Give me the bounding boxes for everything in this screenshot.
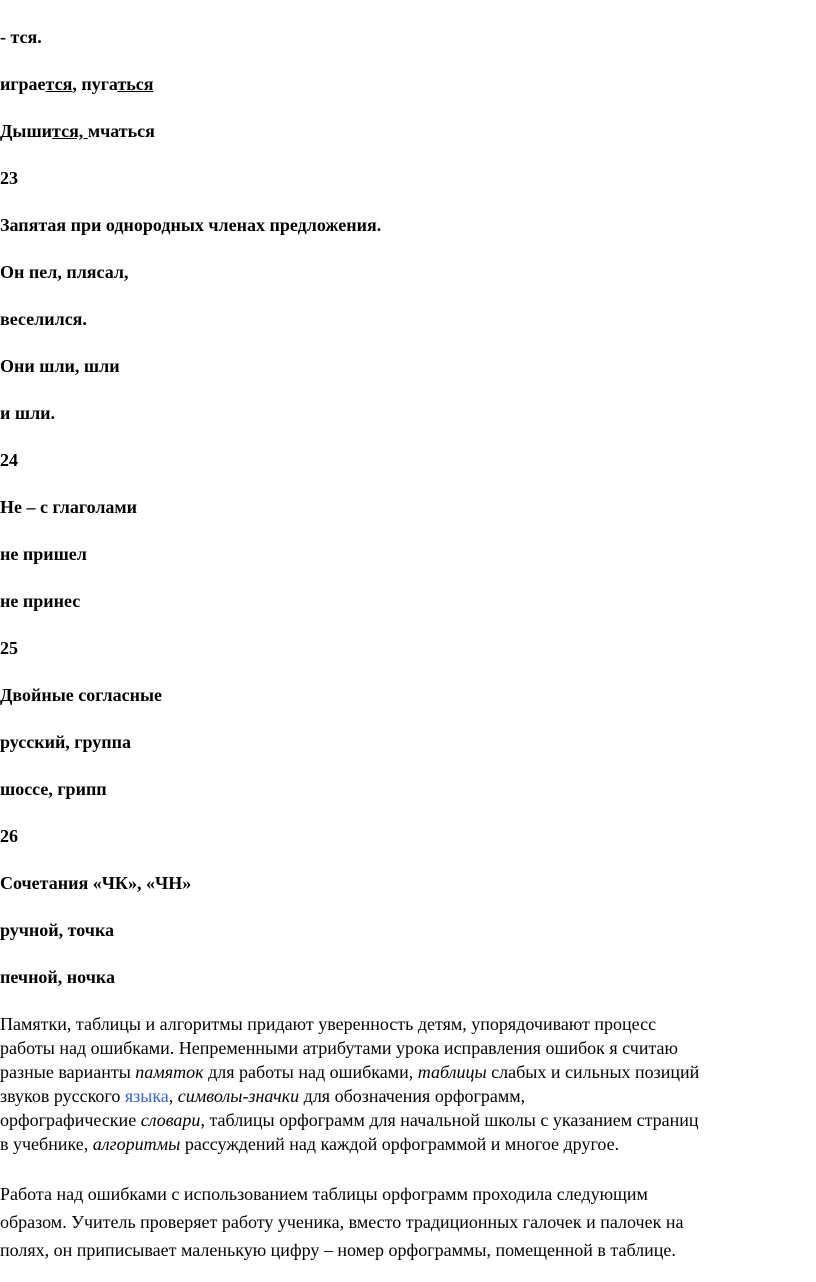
text: звуков русского bbox=[0, 1086, 125, 1106]
underlined-suffix: тся, bbox=[52, 121, 88, 141]
italic-term: памяток bbox=[135, 1062, 204, 1082]
text: для обозначения орфограмм, bbox=[299, 1086, 526, 1106]
example-25-2: шоссе, грипп bbox=[0, 779, 107, 799]
paragraph-tools bbox=[0, 1012, 816, 1156]
text: орфографические bbox=[0, 1110, 141, 1130]
text: , bbox=[168, 1086, 178, 1106]
example-25-1: русский, группа bbox=[0, 732, 132, 752]
example-26-2: печной, ночка bbox=[0, 967, 115, 987]
paragraph-line bbox=[0, 1132, 816, 1156]
language-link[interactable]: языка bbox=[124, 1086, 169, 1106]
text: играе bbox=[0, 74, 46, 94]
paragraph-line: работы над ошибками. Непременными атрибутами урока исправления ошибок я считаю bbox=[0, 1038, 678, 1058]
text: для работы над ошибками, bbox=[203, 1062, 418, 1082]
paragraph-line bbox=[0, 1060, 816, 1084]
italic-term: символы-значки bbox=[177, 1086, 300, 1106]
example-24-2: не принес bbox=[0, 591, 81, 611]
example-26-1: ручной, точка bbox=[0, 920, 115, 940]
text: , пуга bbox=[72, 74, 118, 94]
rule-26: Сочетания «ЧК», «ЧН» bbox=[0, 873, 192, 893]
text: рассуждений над каждой орфограммой и многое другое. bbox=[180, 1134, 620, 1154]
paragraph-line: полях, он приписывает маленькую цифру – номер орфограммы, помещенной в таблице. bbox=[0, 1240, 676, 1260]
text: , таблицы орфограмм для начальной школы с указанием страниц bbox=[200, 1110, 699, 1130]
example-23-3: Они шли, шли bbox=[0, 356, 120, 376]
rule-25: Двойные согласные bbox=[0, 685, 163, 705]
paragraph-line bbox=[0, 1084, 816, 1108]
italic-term: словари bbox=[140, 1110, 201, 1130]
example-24-1: не пришел bbox=[0, 544, 87, 564]
paragraph-line: Работа над ошибками с использованием таблицы орфограмм проходила следующим bbox=[0, 1184, 648, 1204]
text: мчаться bbox=[87, 121, 155, 141]
orthogram-number-25: 25 bbox=[0, 638, 18, 658]
text: Дыши bbox=[0, 121, 53, 141]
paragraph-method bbox=[0, 1180, 816, 1264]
italic-term: алгоритмы bbox=[92, 1134, 181, 1154]
orthogram-number-24: 24 bbox=[0, 450, 18, 470]
paragraph-line bbox=[0, 1108, 816, 1132]
underlined-suffix: тся bbox=[45, 74, 73, 94]
example-23-1: Он пел, плясал, bbox=[0, 262, 129, 282]
paragraph-line: Памятки, таблицы и алгоритмы придают уверенность детям, упорядочивают процесс bbox=[0, 1014, 657, 1034]
rule-23: Запятая при однородных членах предложения. bbox=[0, 215, 382, 235]
text: слабых и сильных позиций bbox=[486, 1062, 700, 1082]
example-line-2 bbox=[0, 120, 155, 142]
orthogram-number-26: 26 bbox=[0, 826, 18, 846]
example-23-2: веселился. bbox=[0, 309, 87, 329]
rule-24: Не – с глаголами bbox=[0, 497, 138, 517]
italic-term: таблицы bbox=[417, 1062, 487, 1082]
example-23-4: и шли. bbox=[0, 403, 56, 423]
suffix-heading: - тся. bbox=[0, 27, 42, 47]
text: в учебнике, bbox=[0, 1134, 93, 1154]
text: разные варианты bbox=[0, 1062, 136, 1082]
example-line-1 bbox=[0, 73, 154, 95]
orthogram-number-23: 23 bbox=[0, 168, 18, 188]
paragraph-line: образом. Учитель проверяет работу ученика, вместо традиционных галочек и палочек на bbox=[0, 1212, 684, 1232]
underlined-suffix: ться bbox=[117, 74, 154, 94]
